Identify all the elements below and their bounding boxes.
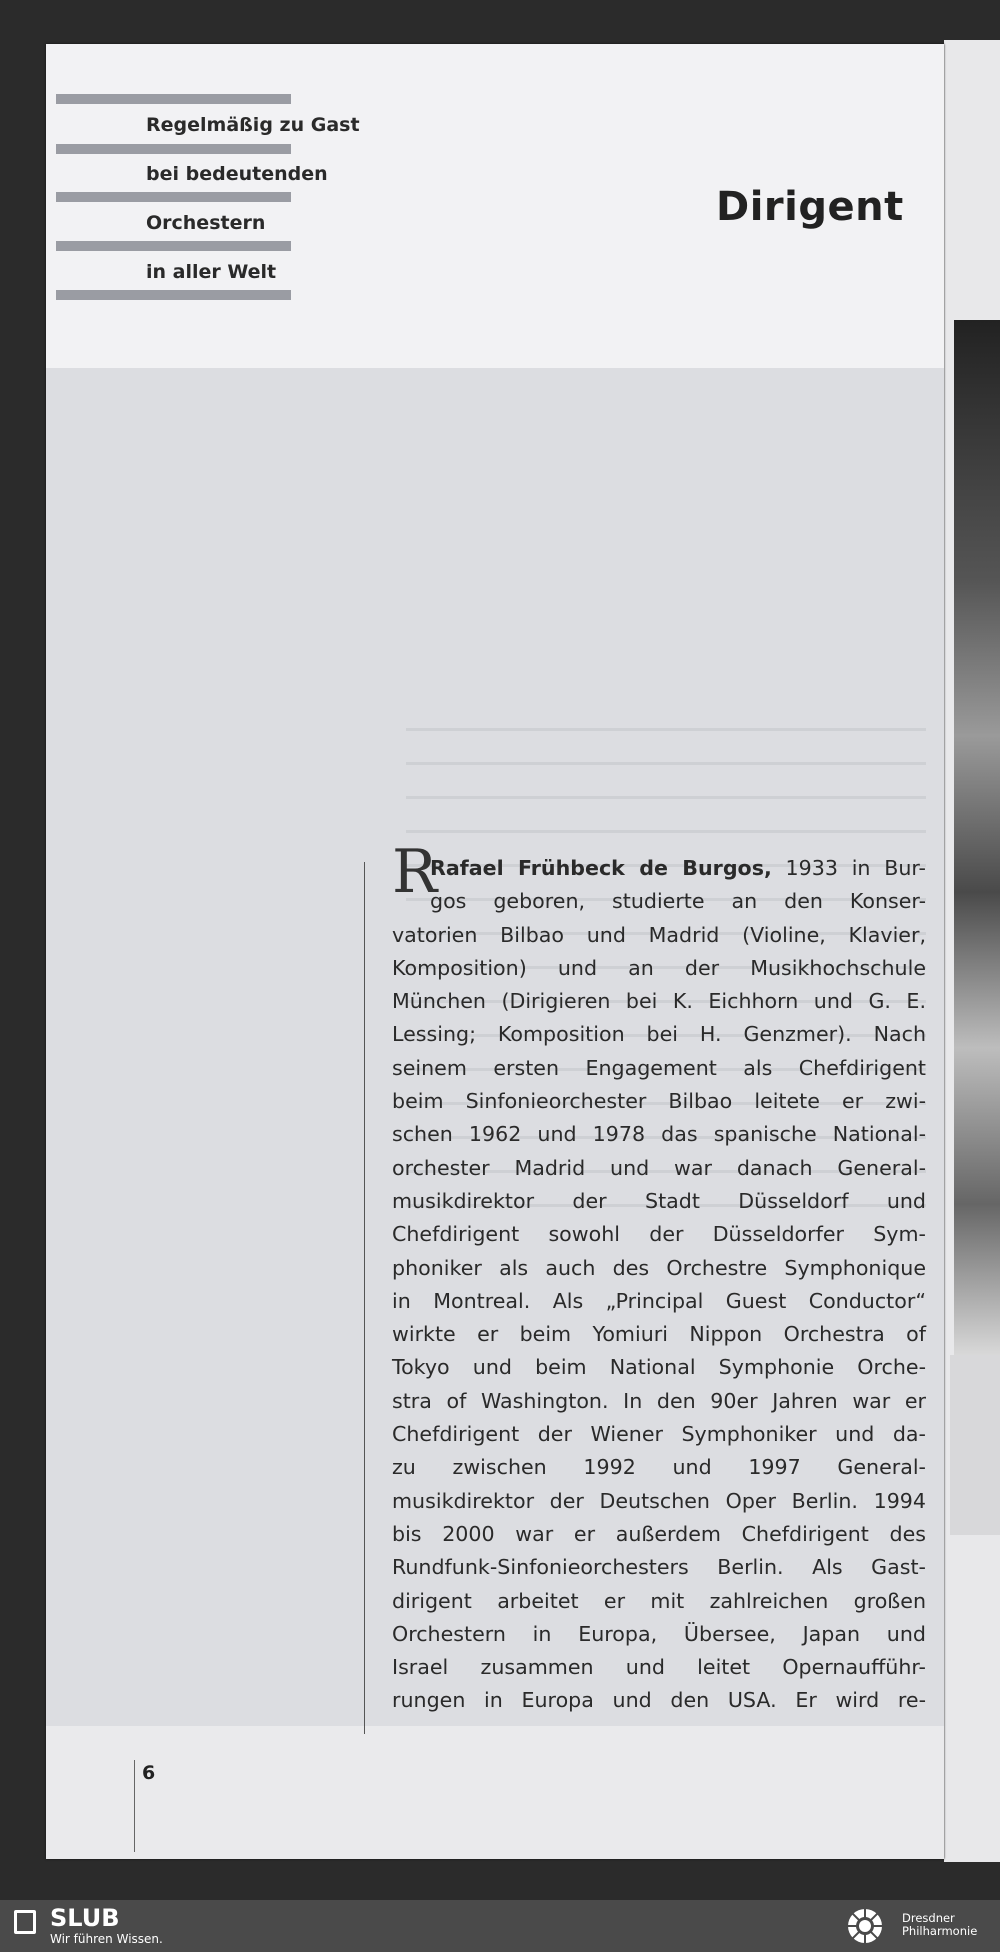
tagline-line-4: in aller Welt xyxy=(146,261,277,283)
text-line: München (Dirigieren bei K. Eichhorn und G. E. xyxy=(392,989,926,1014)
text-line: wirkte er beim Yomiuri Nippon Orchestra of xyxy=(392,1322,926,1347)
text-line: orchester Madrid und war danach General- xyxy=(392,1155,926,1180)
text-line: zu zwischen 1992 und 1997 General- xyxy=(392,1455,926,1480)
philharmonie-name-line-1: Dresdner xyxy=(902,1911,955,1925)
page-number-rule xyxy=(134,1760,135,1852)
text-line: vatorien Bilbao und Madrid (Violine, Klavier, xyxy=(392,922,926,947)
decor-stripe xyxy=(56,290,291,300)
text-line: musikdirektor der Deutschen Oper Berlin. 1994 xyxy=(392,1488,926,1513)
text-line: Rundfunk-Sinfonieorchesters Berlin. Als Gast- xyxy=(392,1555,926,1580)
text-line: bis 2000 war er außerdem Chefdirigent des xyxy=(392,1521,926,1546)
text-line: rungen in Europa und den USA. Er wird re- xyxy=(392,1688,926,1713)
booklet-page xyxy=(46,44,944,1859)
text-line: schen 1962 und 1978 das spanische National- xyxy=(392,1122,926,1147)
tagline-line-2: bei bedeutenden xyxy=(146,163,328,185)
philharmonie-logo-icon[interactable] xyxy=(840,1906,890,1946)
text-line: Chefdirigent der Wiener Symphoniker und da- xyxy=(392,1422,926,1447)
philharmonie-name-line-2: Philharmonie xyxy=(902,1924,978,1938)
page-number: 6 xyxy=(142,1762,156,1784)
drop-cap: R xyxy=(392,837,438,907)
text-line: Rafael Frühbeck de Burgos, 1933 in Bur- xyxy=(430,856,926,880)
facing-page-photo xyxy=(954,320,1000,1360)
decor-stripe xyxy=(56,241,291,251)
text-line: beim Sinfonieorchester Bilbao leitete er zwi- xyxy=(392,1089,926,1114)
text-line: dirigent arbeitet er mit zahlreichen großen xyxy=(392,1588,926,1613)
decor-stripe xyxy=(56,94,291,104)
slub-logo-icon[interactable] xyxy=(14,1910,36,1934)
text-line: stra of Washington. In den 90er Jahren war er xyxy=(392,1388,926,1413)
slub-slogan: Wir führen Wissen. xyxy=(50,1932,163,1946)
text-line: Lessing; Komposition bei H. Genzmer). Nach xyxy=(392,1022,926,1047)
text-line: Komposition) und an der Musikhochschule xyxy=(392,955,926,980)
text-line: gos geboren, studierte an den Konser- xyxy=(430,889,926,914)
section-heading: Dirigent xyxy=(716,184,904,230)
text-line: seinem ersten Engagement als Chefdirigent xyxy=(392,1055,926,1080)
tagline-line-3: Orchestern xyxy=(146,212,266,234)
text-line: Israel zusammen und leitet Opernaufführ- xyxy=(392,1655,926,1680)
text-line: Tokyo und beim National Symphonie Orche- xyxy=(392,1355,926,1380)
tagline-line-1: Regelmäßig zu Gast xyxy=(146,114,360,136)
text-line: Orchestern in Europa, Übersee, Japan und xyxy=(392,1621,926,1646)
decor-stripe xyxy=(56,144,291,154)
biography-text xyxy=(392,837,926,1718)
text-column-rule xyxy=(364,862,365,1734)
facing-page-margin xyxy=(950,1355,1000,1535)
text-line: in Montreal. Als „Principal Guest Conductor“ xyxy=(392,1288,926,1313)
text-line: phoniker als auch des Orchestre Symphonique xyxy=(392,1255,926,1280)
text-line: musikdirektor der Stadt Düsseldorf und xyxy=(392,1188,926,1213)
decor-stripe xyxy=(56,192,291,202)
philharmonie-name xyxy=(902,1912,977,1938)
text-line: Chefdirigent sowohl der Düsseldorfer Sym- xyxy=(392,1222,926,1247)
slub-name[interactable]: SLUB xyxy=(50,1904,120,1932)
